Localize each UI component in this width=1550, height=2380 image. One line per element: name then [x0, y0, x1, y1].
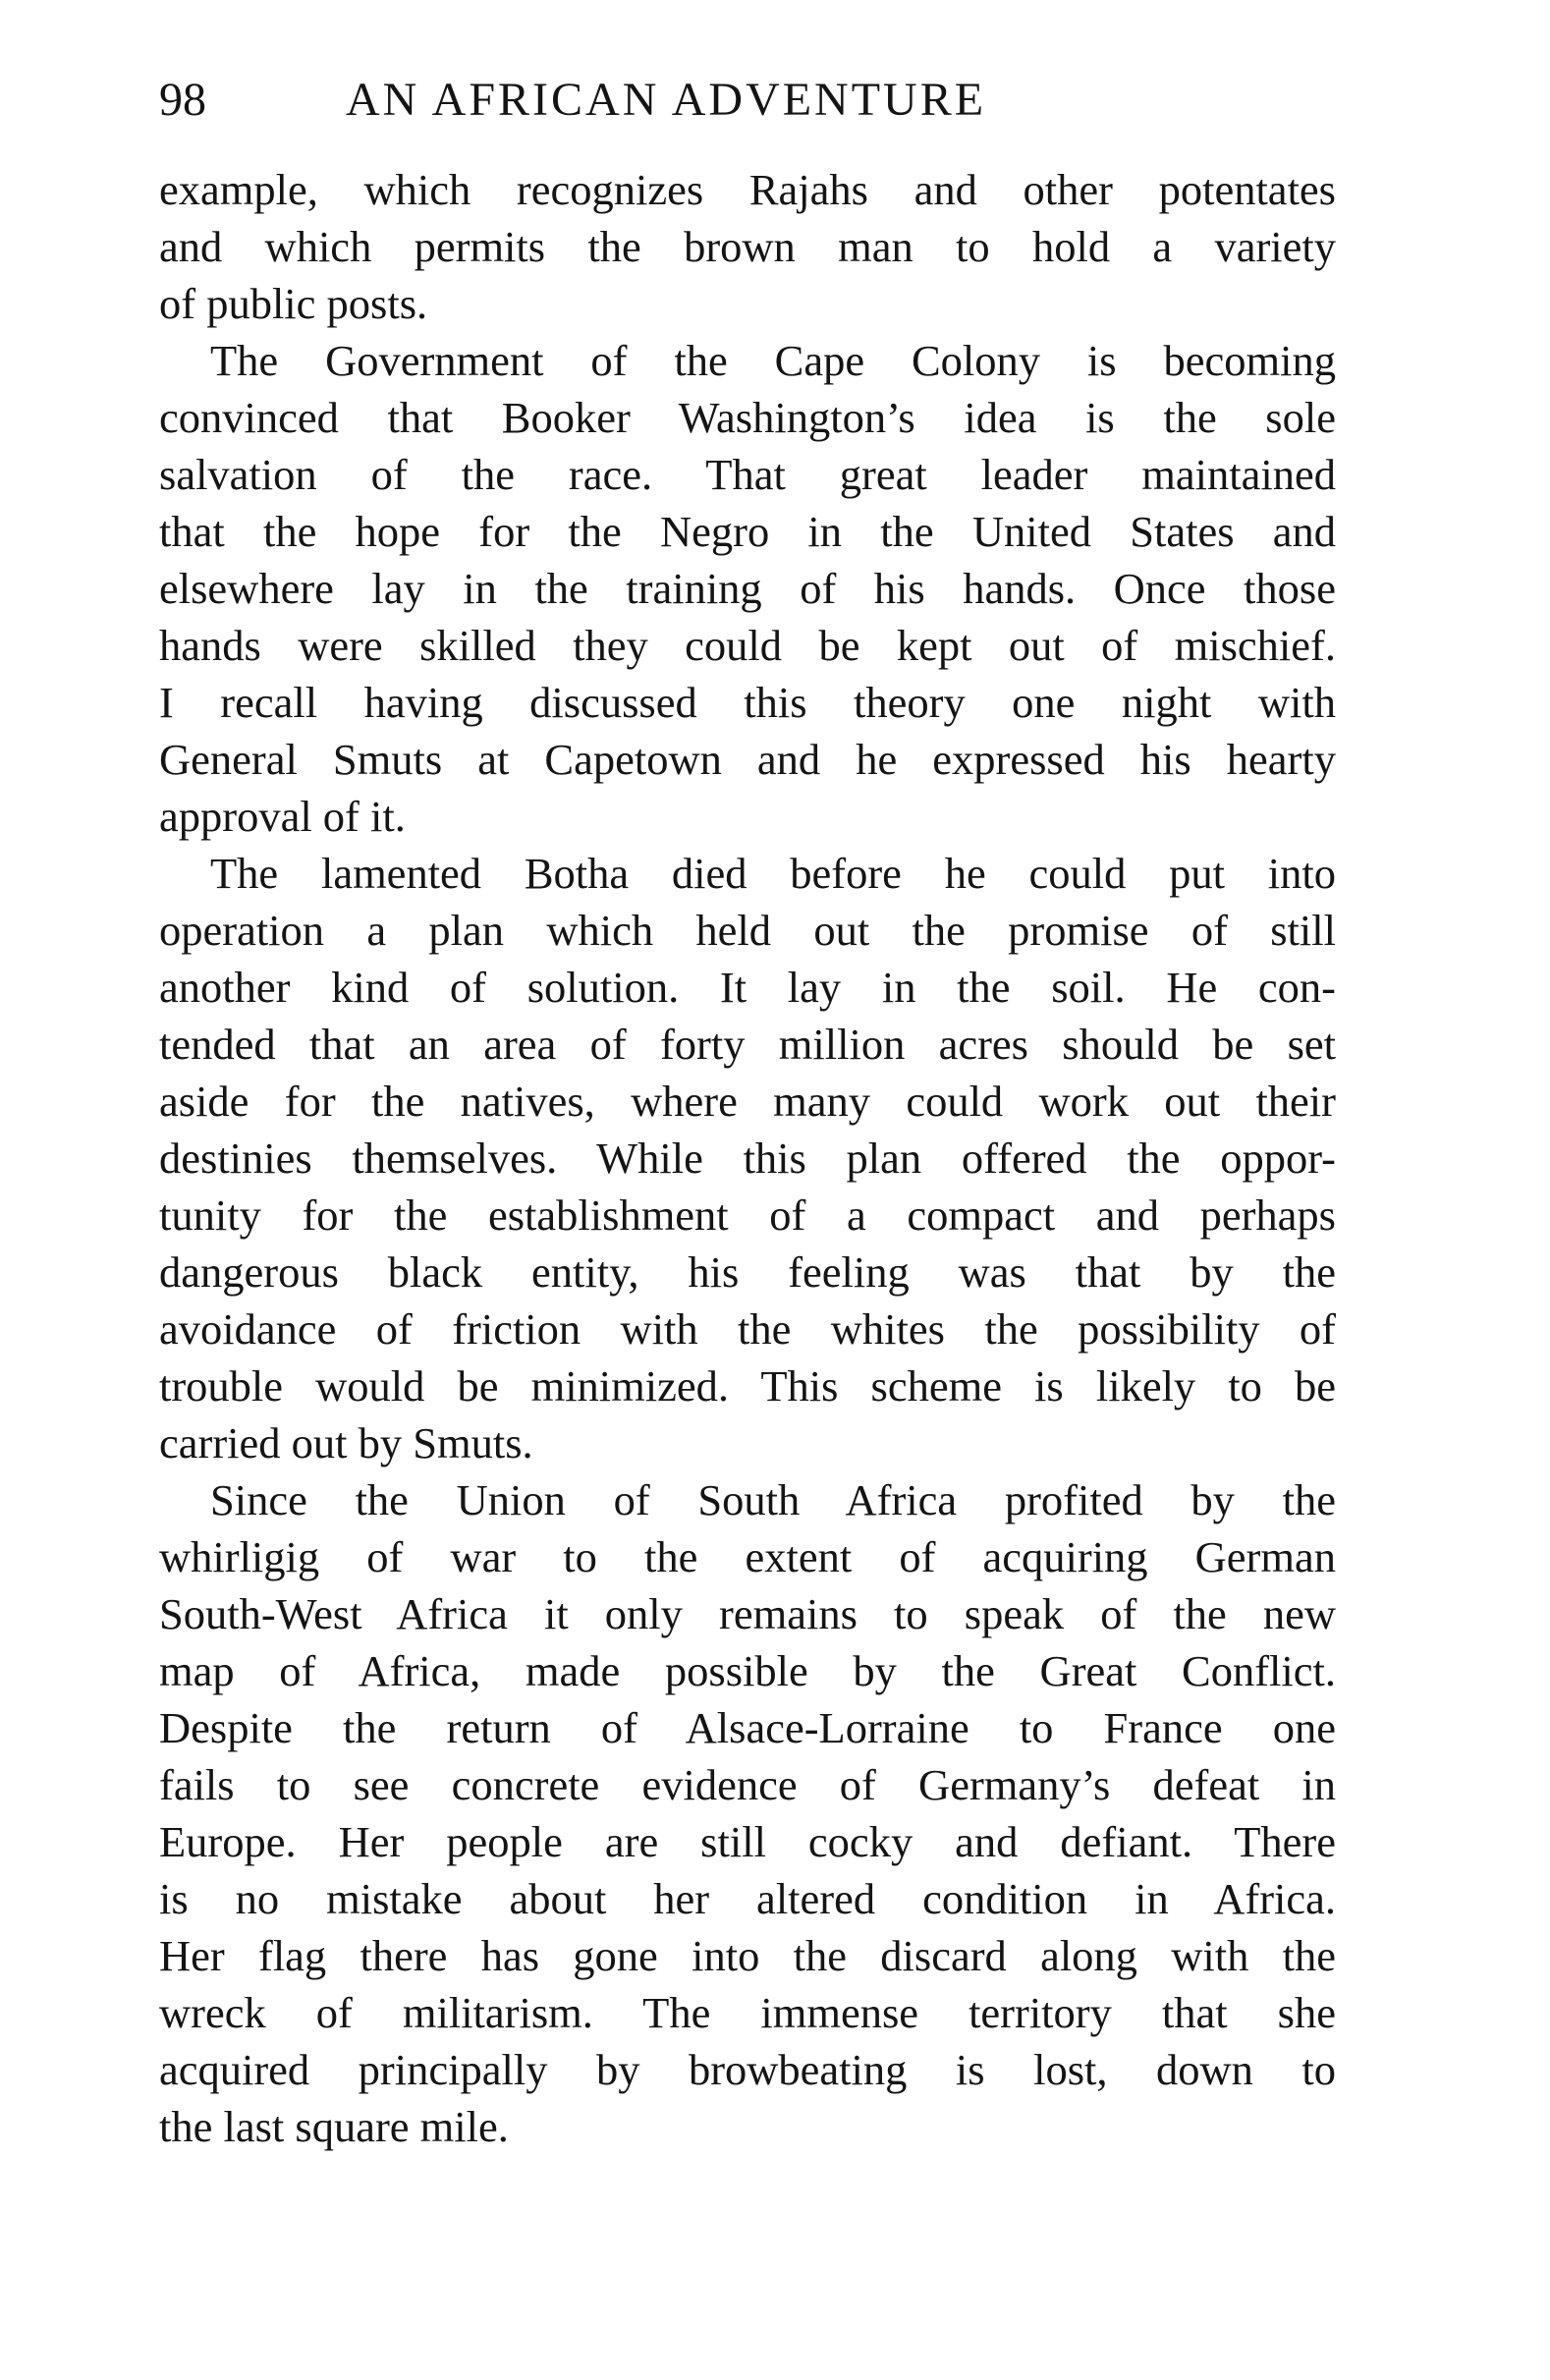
text-line: and which permits the brown man to hold a variety — [159, 222, 1336, 271]
text-line: is no mistake about her altered condition in Africa. — [159, 1874, 1336, 1923]
text-line: that the hope for the Negro in the United States and — [159, 507, 1336, 556]
text-line: Europe. Her people are still cocky and defiant. There — [159, 1817, 1336, 1866]
text-line: map of Africa, made possible by the Great Conflict. — [159, 1646, 1336, 1695]
text-line: General Smuts at Capetown and he expressed his hearty — [159, 735, 1336, 784]
text-line: trouble would be minimized. This scheme is likely to be — [159, 1361, 1336, 1411]
text-line: Her flag there has gone into the discard along with the — [159, 1931, 1336, 1980]
text-line: dangerous black entity, his feeling was that by the — [159, 1247, 1336, 1297]
text-line: I recall having discussed this theory one night with — [159, 678, 1336, 727]
text-line: tunity for the establishment of a compact and perhaps — [159, 1190, 1336, 1240]
running-head — [159, 71, 1338, 130]
text-line: salvation of the race. That great leader maintained — [159, 450, 1336, 499]
text-line: operation a plan which held out the promise of still — [159, 906, 1336, 955]
text-line: elsewhere lay in the training of his hands. Once those — [159, 564, 1336, 613]
text-line: The lamented Botha died before he could put into — [210, 849, 1336, 898]
text-line: tended that an area of forty million acres should be set — [159, 1020, 1336, 1069]
text-line: example, which recognizes Rajahs and other potentates — [159, 165, 1336, 214]
text-line: of public posts. — [159, 279, 428, 328]
text-line: fails to see concrete evidence of Germany’s defeat in — [159, 1760, 1336, 1809]
text-line: convinced that Booker Washington’s idea is the sole — [159, 393, 1336, 442]
text-line: destinies themselves. While this plan offered the oppor- — [159, 1134, 1336, 1183]
page-number: 98 — [159, 74, 206, 126]
book-title: AN AFRICAN ADVENTURE — [346, 74, 987, 126]
text-line: wreck of militarism. The immense territory that she — [159, 1988, 1336, 2037]
text-line: acquired principally by browbeating is lost, down to — [159, 2045, 1336, 2094]
text-line: The Government of the Cape Colony is becoming — [210, 336, 1336, 385]
text-line: approval of it. — [159, 792, 406, 841]
text-line: Since the Union of South Africa profited by the — [210, 1475, 1336, 1524]
text-line: the last square mile. — [159, 2102, 509, 2151]
text-line: avoidance of friction with the whites the possibility of — [159, 1304, 1336, 1354]
text-line: whirligig of war to the extent of acquiring German — [159, 1532, 1336, 1581]
text-line: aside for the natives, where many could work out their — [159, 1077, 1336, 1126]
body-text — [159, 161, 1336, 2155]
text-line: another kind of solution. It lay in the soil. He con- — [159, 963, 1336, 1012]
text-line: hands were skilled they could be kept out of mischief. — [159, 621, 1336, 670]
text-line: Despite the return of Alsace-Lorraine to France one — [159, 1703, 1336, 1752]
text-line: South-West Africa it only remains to speak of the new — [159, 1589, 1336, 1638]
text-line: carried out by Smuts. — [159, 1418, 533, 1467]
